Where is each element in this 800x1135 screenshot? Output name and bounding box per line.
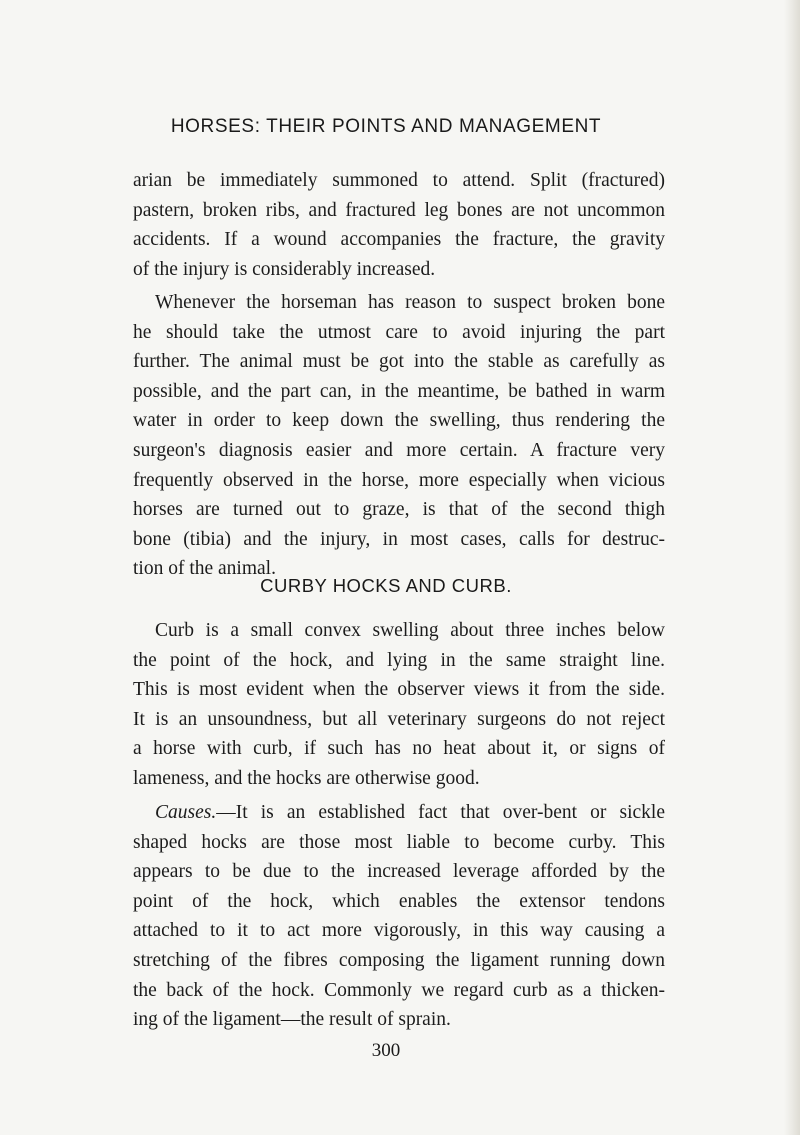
text-line: he should take the utmost care to avoid injuring the part [133,321,665,343]
text-line: ing of the ligament—the result of sprain. [133,1009,451,1031]
causes-lead-rest: —It is an established fact that over-bent or sickle [216,802,665,823]
text-line: lameness, and the hocks are otherwise good. [133,767,480,789]
page-number: 300 [371,1040,401,1061]
text-line: It is an unsoundness, but all veterinary surgeons do not reject [133,708,665,730]
text-line: the point of the hock, and lying in the same straight line. [133,649,665,671]
paragraph-3 [133,616,665,794]
text-line: This is most evident when the observer views it from the side. [133,679,665,701]
text-line: possible, and the part can, in the meantime, be bathed in warm [133,380,665,402]
section-heading: CURBY HOCKS AND CURB. [260,575,512,596]
text-line: arian be immediately summoned to attend. Split (fractured) [133,170,665,191]
text-line: water in order to keep down the swelling, thus rendering the [133,410,665,432]
text-line [133,798,665,828]
page-edge [784,0,800,1135]
paragraph-4 [133,798,665,1035]
text-line: the back of the hock. Commonly we regard curb as a thicken- [133,979,665,1001]
text-line: further. The animal must be got into the stable as carefully as [133,351,665,373]
paragraph-2 [133,288,665,584]
text-line: accidents. If a wound accompanies the fracture, the gravity [133,229,665,251]
paragraph-1 [133,166,665,284]
text-line: point of the hock, which enables the extensor tendons [133,890,665,912]
text-line: appears to be due to the increased leverage afforded by the [133,861,665,883]
text-line: horses are turned out to graze, is that of the second thigh [133,499,665,521]
text-line: attached to it to act more vigorously, in this way causing a [133,920,665,942]
text-line: a horse with curb, if such has no heat about it, or signs of [133,738,665,760]
text-line: of the injury is considerably increased. [133,258,436,280]
running-head: HORSES: THEIR POINTS AND MANAGEMENT [170,116,602,137]
text-line: surgeon's diagnosis easier and more certain. A fracture very [133,439,665,461]
text-line: tion of the animal. [133,558,276,580]
text-line: Curb is a small convex swelling about three inches below [155,620,665,641]
text-line: Whenever the horseman has reason to suspect broken bone [155,292,665,313]
text-line: frequently observed in the horse, more especially when vicious [133,469,665,491]
text-line: pastern, broken ribs, and fractured leg bones are not uncommon [133,199,665,221]
text-line: shaped hocks are those most liable to become curby. This [133,831,665,853]
causes-lead: Causes. [155,802,217,823]
text-line: stretching of the fibres composing the ligament running down [133,949,665,971]
text-line: bone (tibia) and the injury, in most cases, calls for destruc- [133,528,665,550]
